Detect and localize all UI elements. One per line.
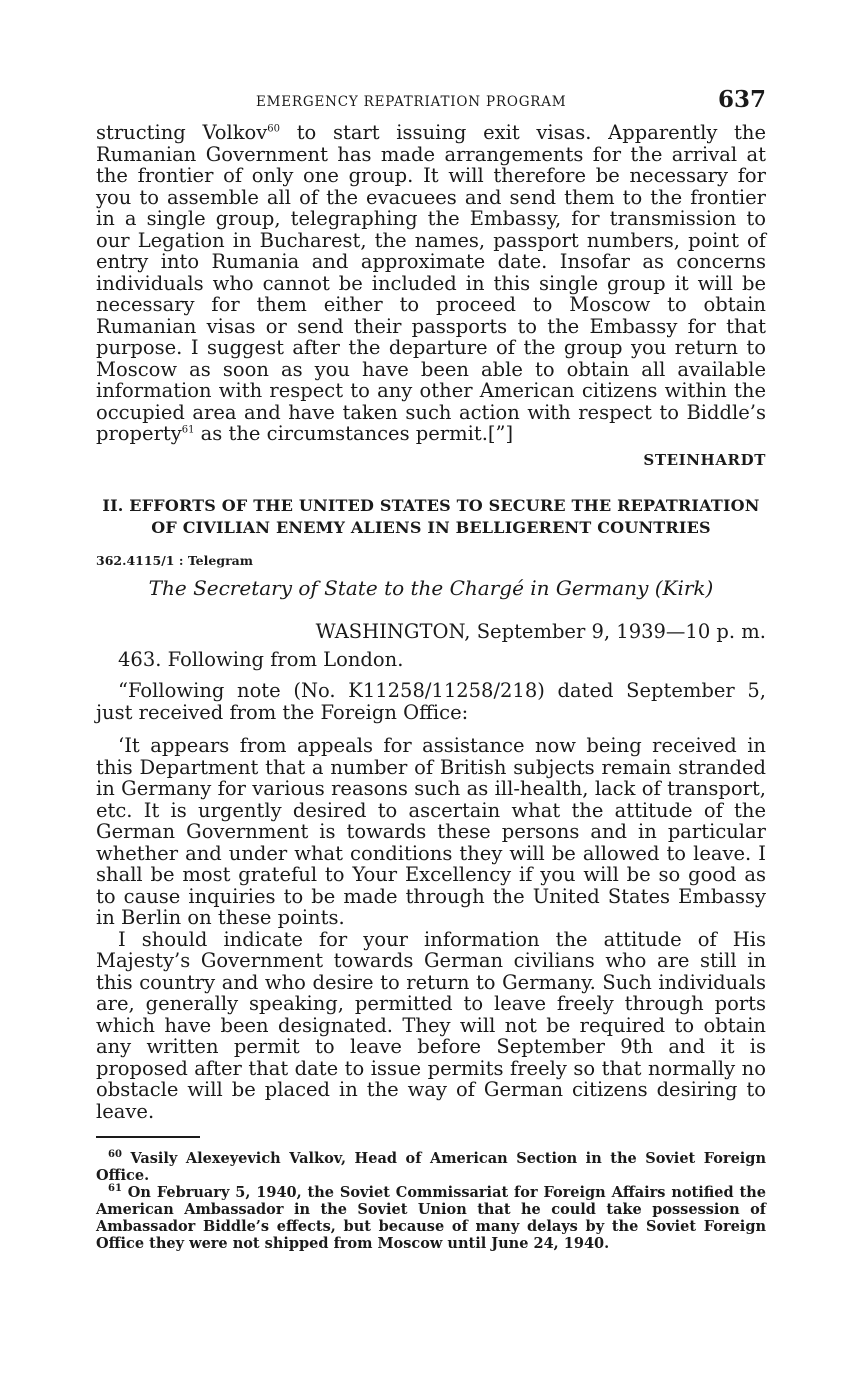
signature: STEINHARDT xyxy=(643,450,766,469)
message-number-line: 463. Following from London. xyxy=(118,647,404,671)
file-number: 362.4115/1 : Telegram xyxy=(96,552,253,568)
telegram-paragraph-3: I should indicate for your information the attitude of His Majesty’s Government towards German civilians who are still in this country and who desire to return to Germany. Such individuals are, generally speaking, permitted to leave freely through ports which have been designated. They will not be required to obtain any written permit to leave before September 9th and it is proposed after that date to issue permits freely so that normally no obstacle will be placed in the way of German citizens desiring to leave. xyxy=(96,927,766,1123)
running-header xyxy=(96,86,766,116)
continuation-paragraph xyxy=(96,122,766,445)
footnote-text-61: On February 5, 1940, the Soviet Commissariat for Foreign Affairs notified the American Ambassador in the Soviet Union that he could take possession of Ambassador Biddle’s effects, but because of many delays by the Soviet Foreign Office they were not shipped from Moscow until June 24, 1940. xyxy=(96,1184,766,1252)
telegram-paragraph-2: ‘It appears from appeals for assistance now being received in this Department that a number of British subjects remain stranded in Germany for various reasons such as ill-health, lack of transport, etc. It is urgently desired to ascertain what the attitude of the German Government is towards these persons and in particular whether and under what conditions they will be allowed to leave. I shall be most grateful to Your Excellency if you will be so good as to cause inquiries to be made through the United States Embassy in Berlin on these points. xyxy=(96,734,766,929)
section-heading: II. EFFORTS OF THE UNITED STATES TO SECURE THE REPATRIATION OF CIVILIAN ENEMY ALIENS IN BELLIGERENT COUNTRIES xyxy=(102,495,760,537)
continuation-text-middle: to start issuing exit visas. Apparently the Rumanian Government has made arrangements for the arrival at the frontier of only one group. It will therefore be necessary for you to assemble all of the evacuees and send them to the frontier in a single group, telegraphing the Embassy, for transmission to our Legation in Bucharest, the names, passport numbers, point of entry into Rumania and approximate date. Insofar as concerns individuals who cannot be included in this single group it will be necessary for them either to proceed to Moscow to obtain Rumanian visas or send their passports to the Embassy for that purpose. I suggest after the departure of the group you return to Moscow as soon as you have been able to obtain all available information with respect to any other American citizens within the occupied area and have taken such action with respect to Biddle’s property xyxy=(96,121,766,445)
running-title: EMERGENCY REPATRIATION PROGRAM xyxy=(256,94,567,110)
footnote-text-60: Vasily Alexeyevich Valkov, Head of American Section in the Soviet Foreign Office. xyxy=(96,1150,766,1184)
footnote-ref-60: 60 xyxy=(267,123,281,135)
continuation-text-end: as the circumstances permit.[”] xyxy=(194,422,514,445)
document-page xyxy=(96,86,766,1252)
footnote-60 xyxy=(96,1150,766,1184)
footnote-ref-61: 61 xyxy=(181,424,195,436)
footnote-mark-60: 60 xyxy=(108,1149,122,1161)
footnote-mark-61: 61 xyxy=(108,1183,122,1195)
footnote-divider xyxy=(96,1136,200,1138)
document-title: The Secretary of State to the Chargé in Germany (Kirk) xyxy=(148,575,714,600)
footnote-61 xyxy=(96,1184,766,1252)
continuation-text-start: structing Volkov xyxy=(96,121,268,144)
telegram-paragraph-1: “Following note (No. K11258/11258/218) dated September 5, just received from the Foreign Office: xyxy=(96,679,766,724)
page-number: 637 xyxy=(717,86,766,113)
dateline: WASHINGTON, September 9, 1939—10 p. m. xyxy=(315,619,766,643)
